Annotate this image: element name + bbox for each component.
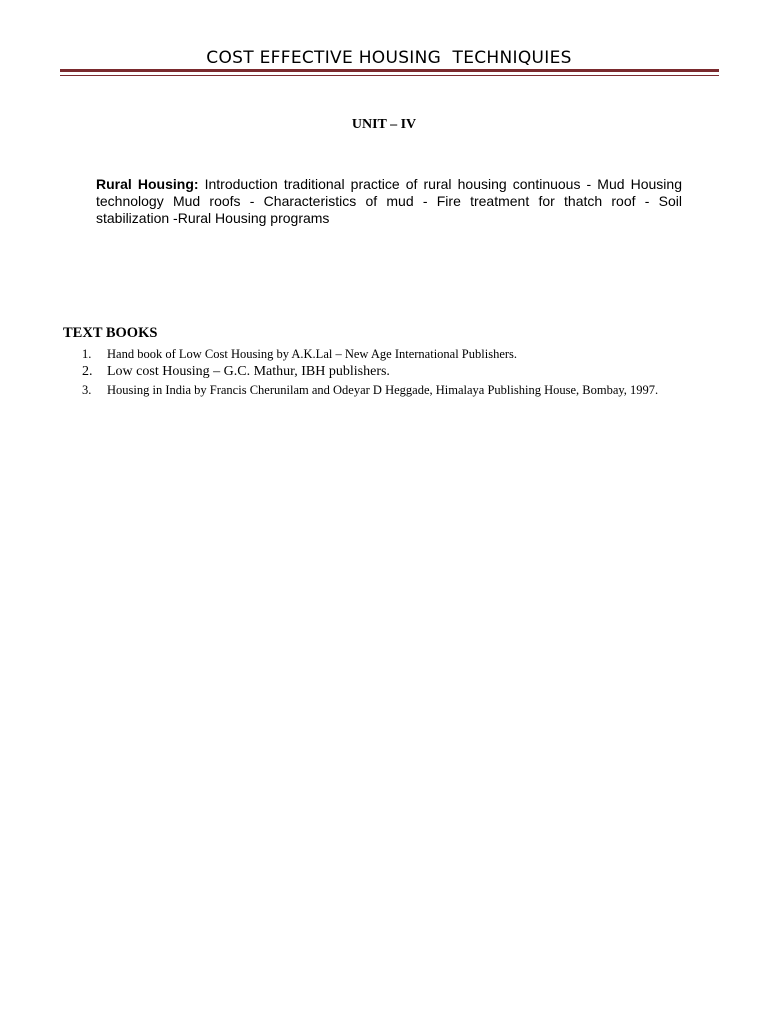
textbook-item: [82, 381, 762, 399]
syllabus-topic: Rural Housing:: [96, 176, 199, 192]
textbook-title: Housing in India by Francis Cherunilam and Odeyar D Heggade, Himalaya Publishing House, Bombay, 1997.: [107, 383, 659, 397]
header-rule-thick: [60, 69, 719, 72]
textbook-number: 3.: [82, 383, 92, 397]
page-header: COST EFFECTIVE HOUSING TECHNIQUIES: [206, 48, 572, 68]
textbook-number: 2.: [82, 364, 93, 379]
textbooks-heading: TEXT BOOKS: [63, 325, 158, 341]
textbook-title: Hand book of Low Cost Housing by A.K.Lal – New Age International Publishers.: [107, 347, 518, 361]
header-rule-thin: [60, 75, 719, 76]
unit-heading: UNIT – IV: [351, 117, 417, 132]
textbook-number: 1.: [82, 347, 92, 361]
textbook-item: [82, 363, 762, 381]
syllabus-paragraph: [96, 176, 682, 227]
textbook-list: [82, 345, 762, 399]
textbook-title: Low cost Housing – G.C. Mathur, IBH publishers.: [107, 364, 390, 379]
syllabus-text: Introduction traditional practice of rural housing continuous - Mud Housing technology Mud roofs - Characteristics of mud - Fire treatment for thatch roof - Soil stabilization -Rural Housing programs: [96, 176, 682, 226]
textbook-item: [82, 345, 762, 363]
